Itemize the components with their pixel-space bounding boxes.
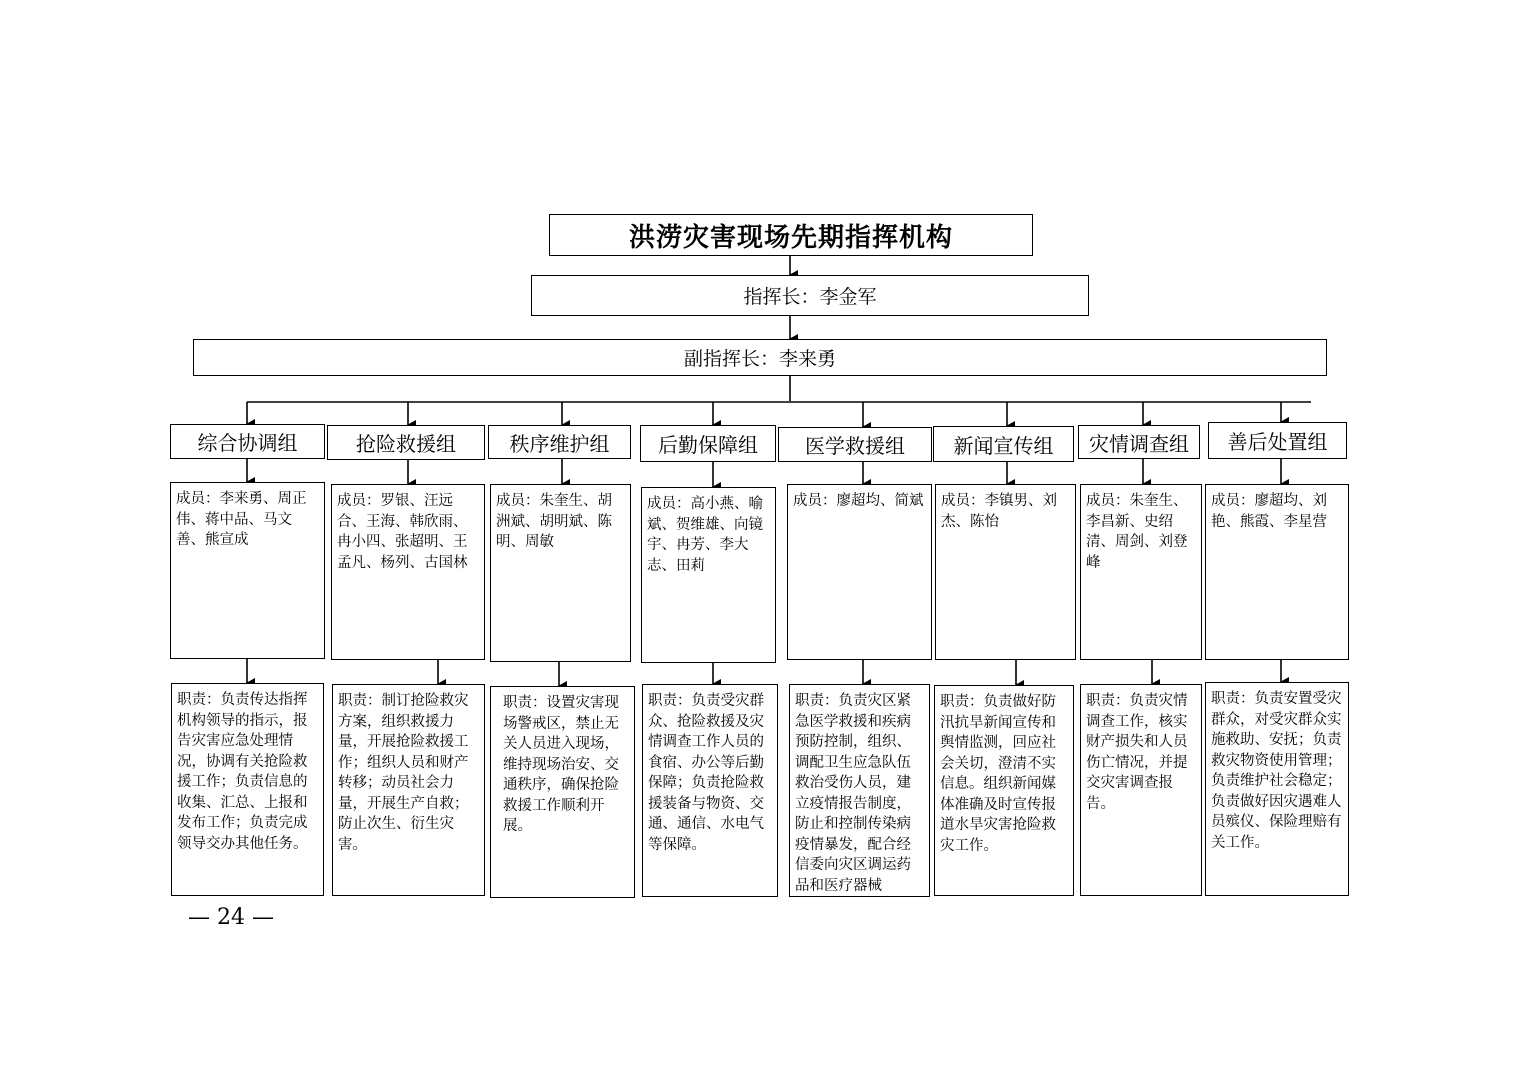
group-duties: 职责：负责受灾群众、抢险救援及灾情调查工作人员的食宿、办公等后勤保障；负责抢险救援装备与物资、交通、通信、水电气等保障。: [648, 693, 764, 853]
commander-label: 指挥长：李金军: [743, 286, 877, 308]
group-members: 成员：廖超均、刘艳、熊霞、李星营: [1211, 493, 1327, 530]
group-duties-box: [171, 683, 324, 896]
group-name-box: [327, 425, 485, 460]
group-name-box: [488, 425, 631, 459]
group-members-box: [787, 484, 932, 660]
group-duties: 职责：负责安置受灾群众，对受灾群众实施救助、安抚；负责救灾物资使用管理；负责维护社会稳定；负责做好因灾遇难人员殡仪、保险理赔有关工作。: [1211, 691, 1342, 851]
group-duties: 职责：负责传达指挥机构领导的指示，报告灾害应急处理情况，协调有关抢险救援工作；负责信息的收集、汇总、上报和发布工作；负责完成领导交办其他任务。: [177, 692, 308, 852]
group-name: 新闻宣传组: [953, 433, 1054, 458]
group-members: 成员：李镇男、刘杰、陈怡: [941, 493, 1057, 530]
group-name: 秩序维护组: [509, 431, 610, 456]
group-name: 善后处置组: [1227, 430, 1328, 454]
group-members-box: [490, 484, 631, 662]
group-members: 成员：高小燕、喻斌、贺维雄、向镜宇、冉芳、李大志、田莉: [647, 496, 763, 574]
group-members-box: [1080, 484, 1202, 660]
group-duties-box: [1080, 684, 1202, 896]
group-members-box: [170, 482, 325, 659]
group-name-box: [933, 426, 1074, 462]
group-members-box: [641, 487, 776, 663]
group-members-box: [331, 484, 485, 660]
deputy-commander-label: 副指挥长：李来勇: [683, 348, 836, 370]
group-duties-box: [934, 685, 1074, 896]
deputy-commander-box: [193, 339, 1327, 376]
org-title-box: [549, 214, 1033, 256]
commander-box: [531, 275, 1089, 316]
group-members-box: [935, 484, 1076, 660]
group-duties-box: [1205, 682, 1349, 896]
group-duties-box: [332, 684, 485, 896]
group-name-box: [170, 424, 325, 459]
group-duties: 职责：负责灾情调查工作，核实财产损失和人员伤亡情况，并提交灾害调查报告。: [1086, 693, 1188, 812]
group-name-box: [1078, 425, 1200, 459]
group-members-box: [1205, 484, 1349, 660]
group-duties: 职责：负责做好防汛抗旱新闻宣传和舆情监测，回应社会关切，澄清不实信息。组织新闻媒体准确及时宣传报道水旱灾害抢险救灾工作。: [940, 694, 1056, 854]
group-name: 医学救援组: [805, 434, 905, 458]
group-name-box: [1208, 422, 1347, 459]
group-name-box: [778, 427, 932, 462]
group-duties: 职责：设置灾害现场警戒区，禁止无关人员进入现场，维持现场治安、交通秩序，确保抢险救援工作顺利开展。: [503, 695, 619, 834]
group-members: 成员：罗银、汪远合、王海、韩欣雨、冉小四、张超明、王孟凡、杨列、古国林: [337, 493, 468, 571]
group-members: 成员：朱奎生、胡洲斌、胡明斌、陈明、周敏: [496, 493, 612, 550]
org-title: 洪涝灾害现场先期指挥机构: [628, 222, 953, 253]
group-name: 抢险救援组: [356, 432, 456, 456]
group-name-box: [640, 425, 776, 462]
group-duties: 职责：负责灾区紧急医学救援和疾病预防控制，组织、调配卫生应急队伍救治受伤人员，建立疫情报告制度，防止和控制传染病疫情暴发，配合经信委向灾区调运药品和医疗器械: [795, 693, 911, 894]
group-duties-box: [789, 684, 930, 897]
group-members: 成员：廖超均、简斌: [793, 493, 924, 509]
group-name: 灾情调查组: [1089, 431, 1189, 456]
group-duties: 职责：制订抢险救灾方案，组织救援力量，开展抢险救援工作；组织人员和财产转移；动员社会力量，开展生产自救；防止次生、衍生灾害。: [338, 693, 469, 853]
group-duties-box: [642, 684, 778, 897]
group-name: 后勤保障组: [658, 433, 758, 457]
group-duties-box: [490, 686, 635, 898]
group-members: 成员：李来勇、周正伟、蒋中品、马文善、熊宣成: [176, 491, 307, 548]
page-number: — 24 —: [188, 905, 274, 930]
group-members: 成员：朱奎生、李昌新、史绍清、周剑、刘登峰: [1086, 493, 1188, 571]
group-name: 综合协调组: [197, 431, 298, 455]
